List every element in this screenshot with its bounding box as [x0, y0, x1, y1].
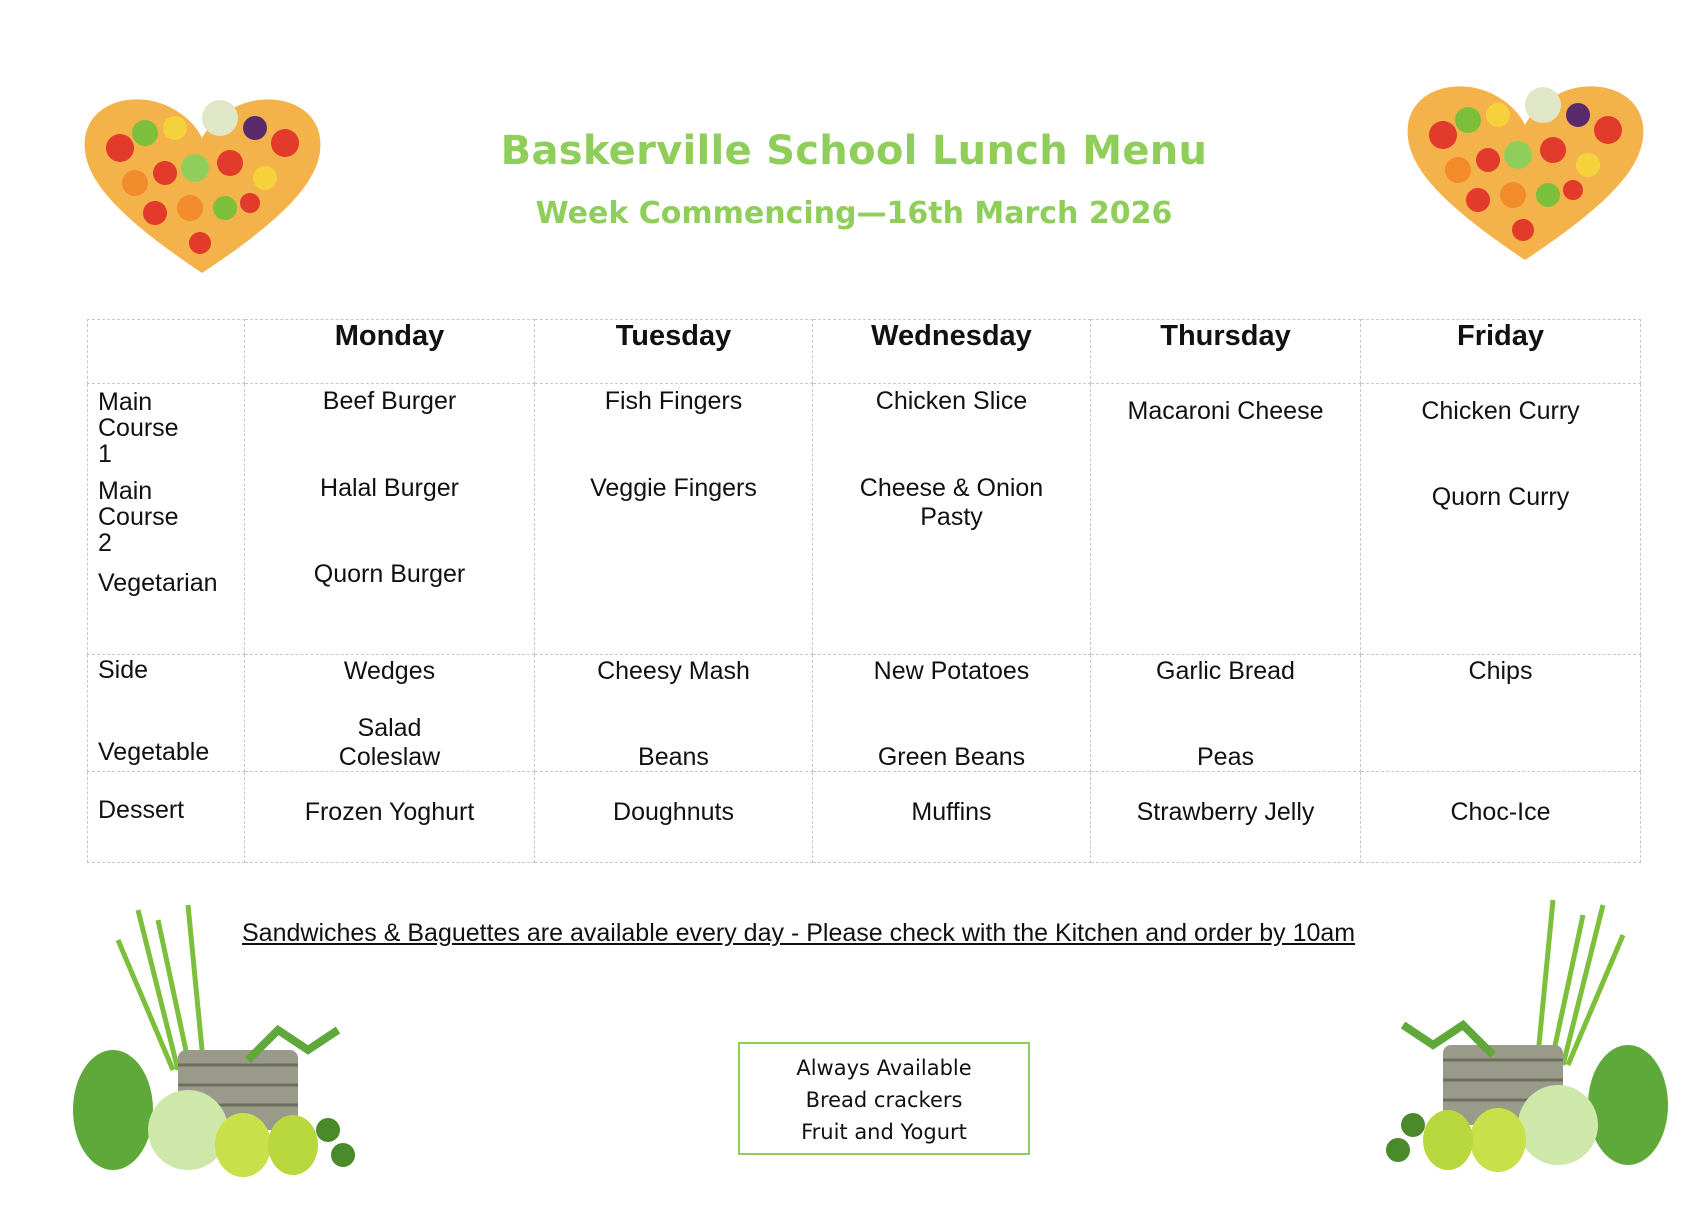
row-labels-sides — [88, 655, 245, 772]
dessert-item: Frozen Yoghurt — [304, 798, 475, 826]
menu-item: Beef Burger — [322, 387, 457, 415]
vegetable-item: Salad Coleslaw — [338, 714, 441, 771]
dessert-item: Muffins — [911, 798, 992, 826]
menu-item: Cheese & Onion Pasty — [859, 474, 1044, 531]
menu-item: Fish Fingers — [604, 387, 743, 415]
sides-cell-friday — [1361, 655, 1641, 772]
day-header: Tuesday — [535, 320, 813, 384]
sides-cell-thursday — [1091, 655, 1361, 772]
row-label-side: Side — [98, 656, 149, 684]
always-available-title: Always Available — [796, 1056, 972, 1080]
vegetable-item: Green Beans — [877, 743, 1026, 771]
row-labels-desserts — [88, 772, 245, 863]
dessert-cell-wednesday — [813, 772, 1091, 863]
sandwich-note: Sandwiches & Baguettes are available every day - Please check with the Kitchen and order by 10am — [242, 919, 1356, 947]
row-label-vegetable: Vegetable — [98, 738, 210, 766]
dessert-cell-thursday — [1091, 772, 1361, 863]
row-label-main2: Main Course 2 — [98, 477, 179, 557]
side-item: Chips — [1468, 657, 1533, 685]
sides-cell-tuesday — [535, 655, 813, 772]
row-labels-mains — [88, 384, 245, 655]
mains-cell-monday — [245, 384, 535, 655]
sides-cell-wednesday — [813, 655, 1091, 772]
dessert-item: Doughnuts — [613, 798, 734, 826]
always-available-item: Bread crackers — [805, 1088, 963, 1112]
vegetable-basket-right-icon — [1363, 895, 1673, 1180]
table-row-mains — [88, 384, 1641, 655]
table-row-desserts — [88, 772, 1641, 863]
dessert-cell-tuesday — [535, 772, 813, 863]
header-corner — [88, 320, 245, 384]
menu-item: Quorn Curry — [1431, 483, 1570, 511]
row-label-main1: Main Course 1 — [98, 388, 179, 468]
fruit-heart-left-icon — [80, 88, 325, 278]
mains-cell-tuesday — [535, 384, 813, 655]
menu-item: Chicken Curry — [1421, 397, 1580, 425]
page-subtitle: Week Commencing—16th March 2026 — [535, 196, 1173, 231]
mains-cell-thursday — [1091, 384, 1361, 655]
side-item: Wedges — [343, 657, 436, 685]
dessert-item: Strawberry Jelly — [1136, 798, 1315, 826]
menu-item: Veggie Fingers — [590, 474, 757, 502]
table-row-sides — [88, 655, 1641, 772]
page-title: Baskerville School Lunch Menu — [500, 128, 1208, 174]
mains-cell-wednesday — [813, 384, 1091, 655]
always-available-box — [738, 1042, 1030, 1155]
side-item: Garlic Bread — [1156, 657, 1295, 685]
vegetable-basket-left-icon — [68, 900, 368, 1185]
table-header-row — [88, 320, 1641, 384]
side-item: Cheesy Mash — [597, 657, 750, 685]
day-header: Monday — [245, 320, 535, 384]
menu-item: Chicken Slice — [875, 387, 1028, 415]
day-header: Friday — [1361, 320, 1641, 384]
menu-item: Quorn Burger — [313, 560, 466, 588]
mains-cell-friday — [1361, 384, 1641, 655]
sides-cell-monday — [245, 655, 535, 772]
vegetable-item: Peas — [1197, 743, 1254, 771]
side-item: New Potatoes — [873, 657, 1030, 685]
row-label-dessert: Dessert — [98, 796, 185, 824]
always-available-item: Fruit and Yogurt — [801, 1120, 967, 1144]
vegetable-item: Beans — [638, 743, 709, 771]
menu-item: Macaroni Cheese — [1127, 397, 1324, 425]
lunch-menu-table — [87, 319, 1641, 863]
day-header: Wednesday — [813, 320, 1091, 384]
dessert-cell-friday — [1361, 772, 1641, 863]
menu-item: Halal Burger — [320, 474, 459, 502]
dessert-cell-monday — [245, 772, 535, 863]
day-header: Thursday — [1091, 320, 1361, 384]
dessert-item: Choc-Ice — [1450, 798, 1551, 826]
row-label-vegetarian: Vegetarian — [98, 569, 218, 597]
